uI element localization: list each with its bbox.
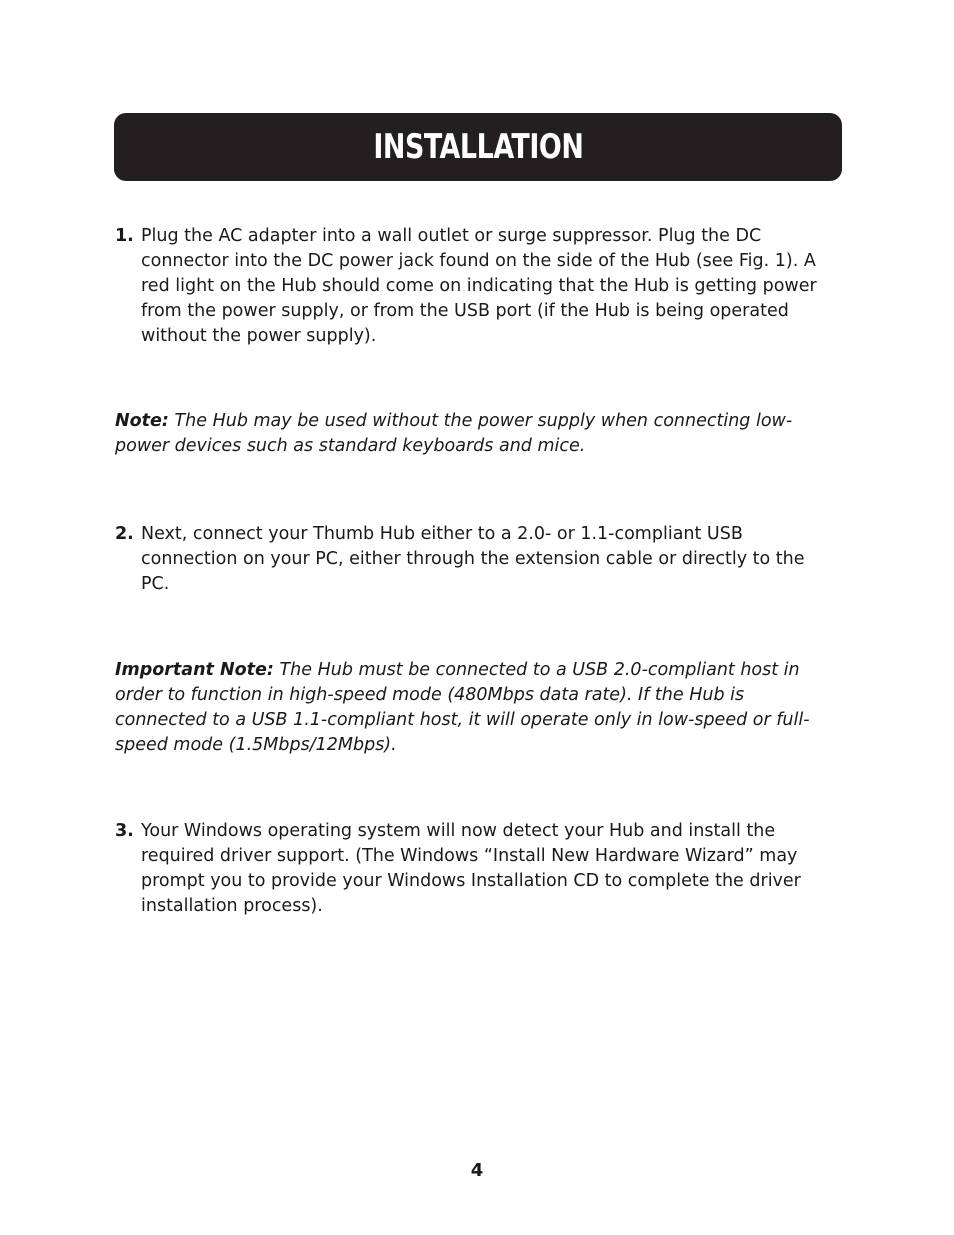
important-note [115, 658, 840, 758]
step-number: 1. [115, 226, 134, 246]
step-number: 3. [115, 821, 134, 841]
section-title: INSTALLATION [372, 127, 584, 167]
section-header-bar [114, 113, 842, 181]
page-number: 4 [470, 1160, 484, 1181]
note-label: Note: [115, 411, 169, 431]
step-number: 2. [115, 524, 134, 544]
note-text: The Hub may be used without the power supply when connecting low-power devices such as standard keyboards and mice. [115, 411, 793, 456]
note-text: The Hub must be connected to a USB 2.0-compliant host in order to function in high-speed mode (480Mbps data rate). If the Hub is connected to a USB 1.1-compliant host, it will operate only in low-speed or full-speed mode (1.5Mbps/12Mbps). [115, 660, 810, 755]
step-2 [115, 522, 835, 597]
note-label: Important Note: [115, 660, 274, 680]
step-1 [115, 224, 835, 349]
step-3 [115, 819, 835, 919]
step-text: Next, connect your Thumb Hub either to a 2.0- or 1.1-compliant USB connection on your PC, either through the extension cable or directly to the PC. [141, 524, 805, 594]
step-text: Your Windows operating system will now detect your Hub and install the required driver support. (The Windows “Install New Hardware Wizard” may prompt you to provide your Windows Installation CD to complete the driver installation process). [141, 821, 801, 916]
step-text: Plug the AC adapter into a wall outlet or surge suppressor. Plug the DC connector into the DC power jack found on the side of the Hub (see Fig. 1). A red light on the Hub should come on indicating that the Hub is getting power from the power supply, or from the USB port (if the Hub is being operated without the power supply). [141, 226, 817, 346]
note-power-supply [115, 409, 840, 459]
